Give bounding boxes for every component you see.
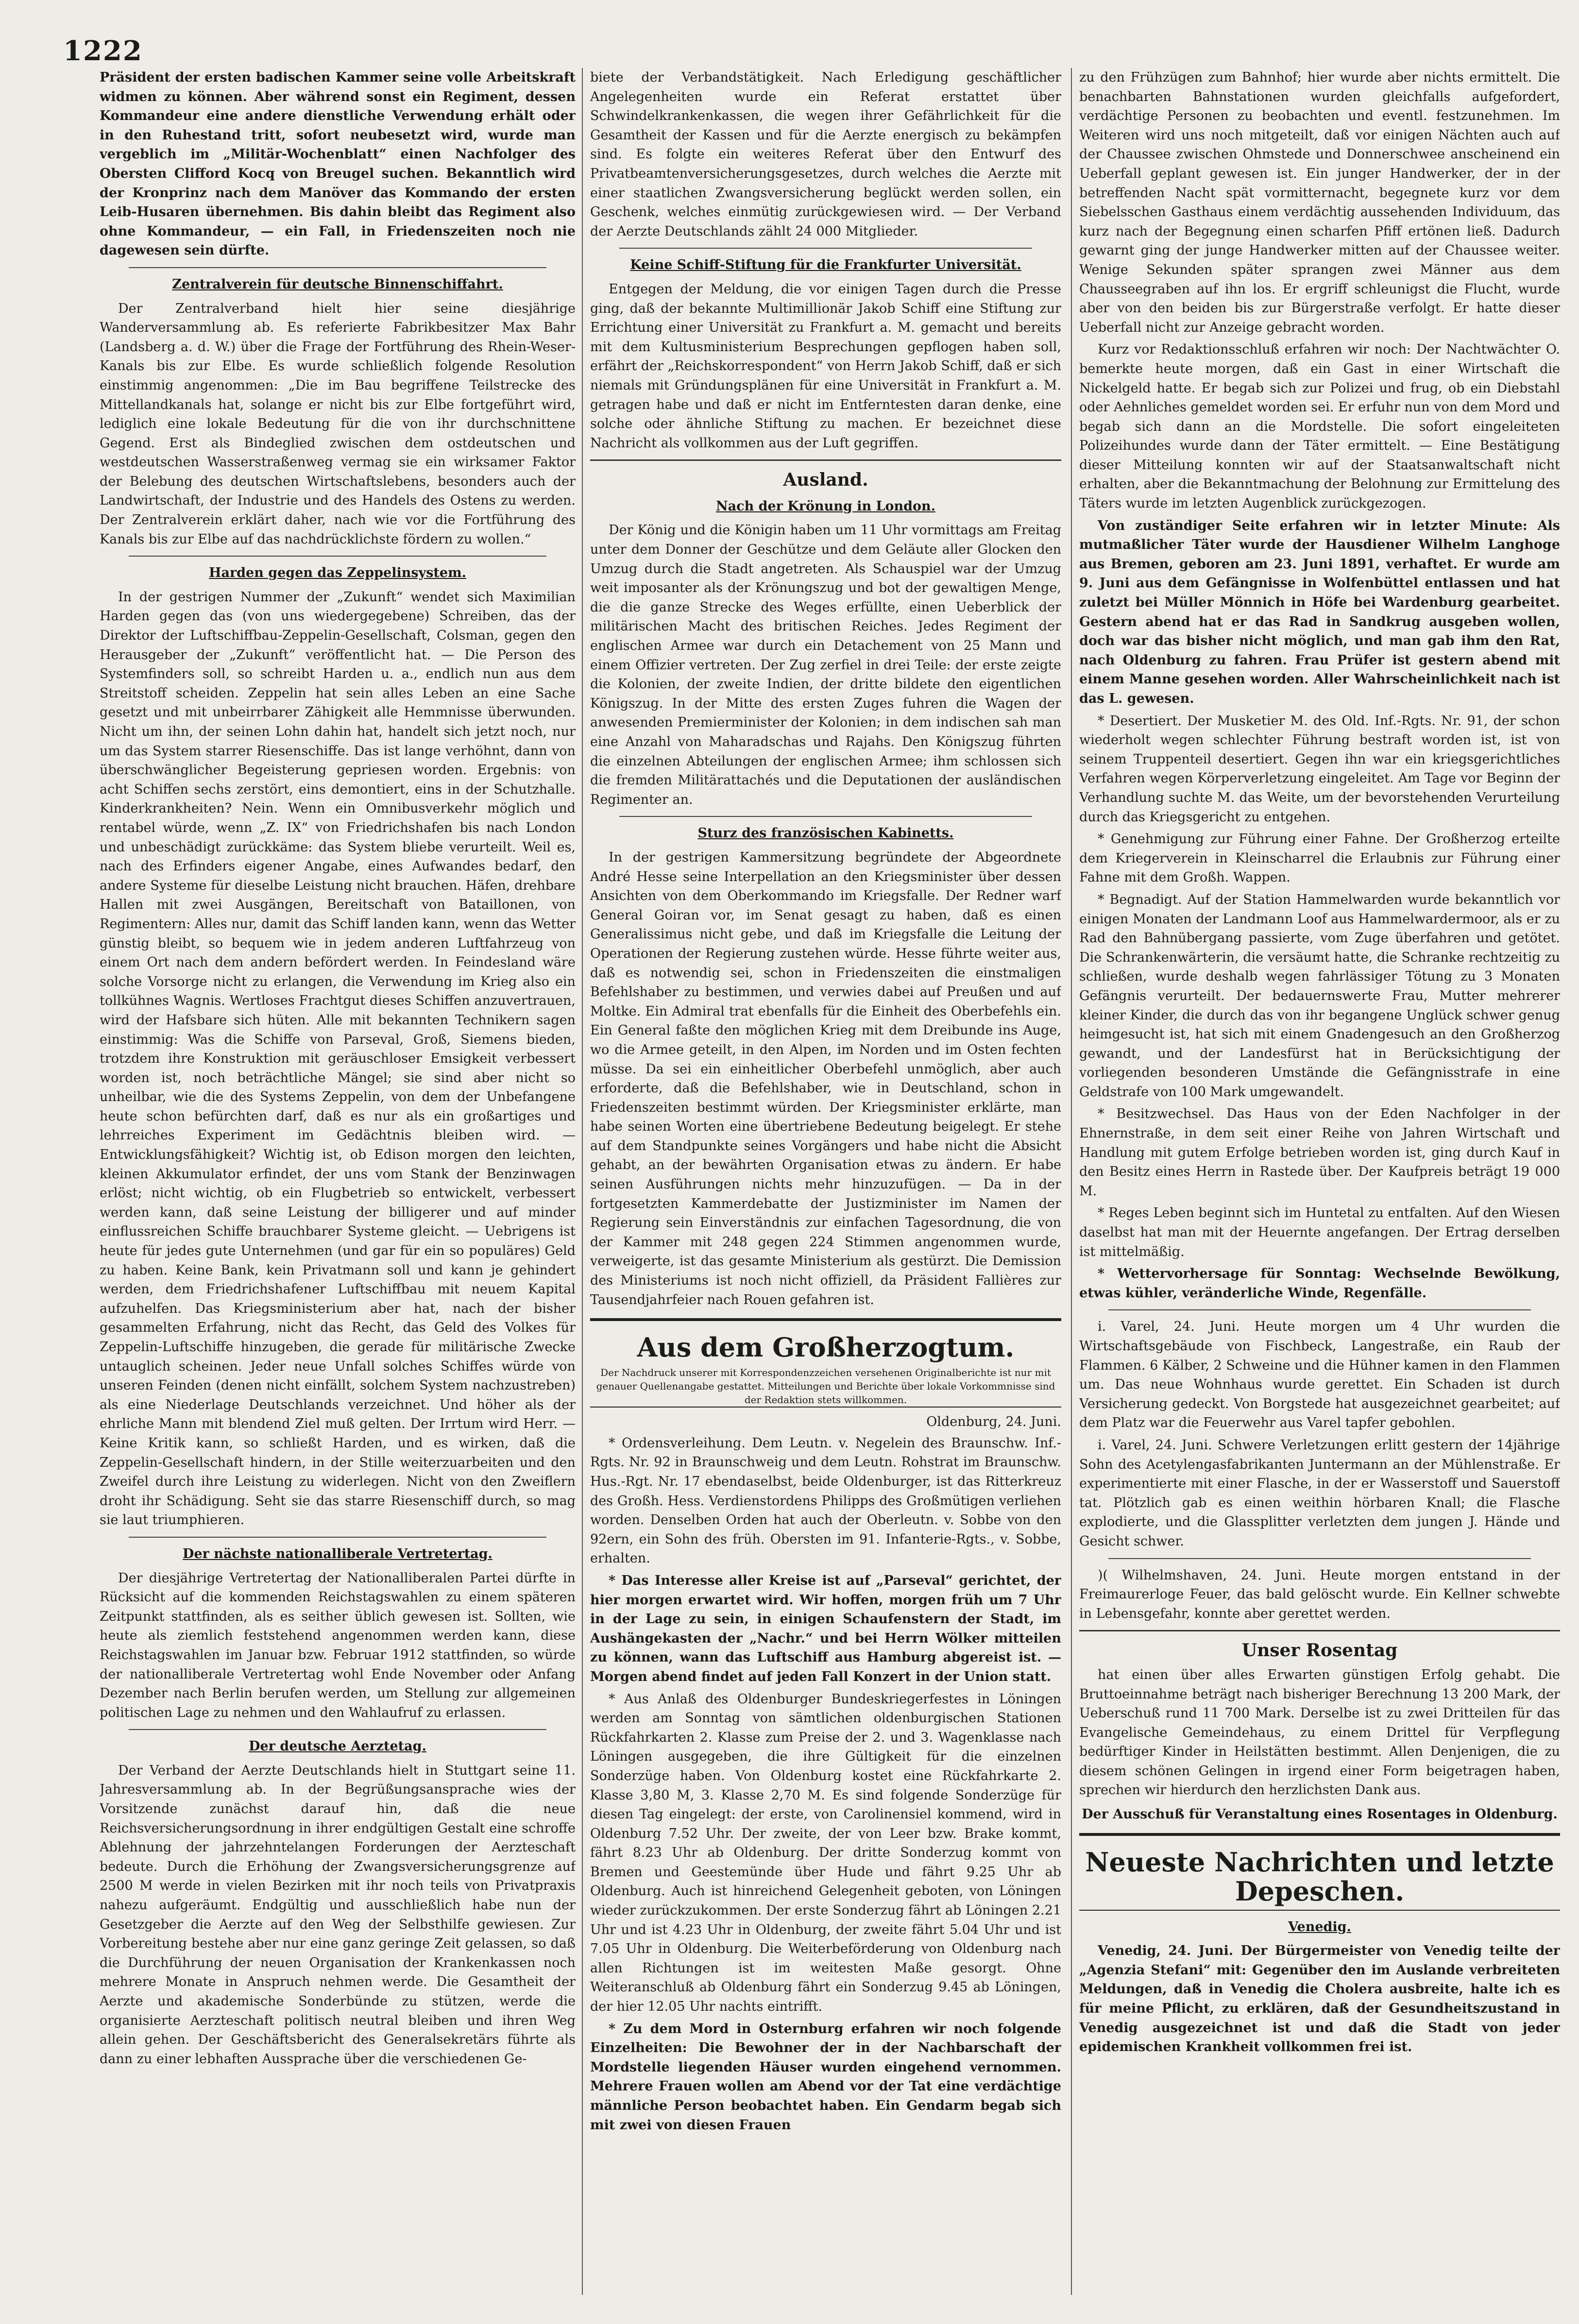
article-text: Präsident der ersten badischen Kammer seine volle Arbeitskraft widmen zu können. Aber während sonst ein Regiment, dessen Kommandeur eine andere dienstliche Verwendung erhält oder in den Ruhestand tritt, sofort neubesetzt wird, wurde man vergeblich im „Militär-Wochenblatt“ einen Nachfolger des Obersten Clifford Kocq von Breugel suchen. Bekanntlich wird der Kronprinz nach dem Manöver das Kommando der ersten Leib-Husaren übernehmen. Bis dahin bleibt das Regiment also ohne Kommandeur, — ein Fall, in Friedenszeiten noch nie dagewesen sein dürfte. <box>100 70 576 258</box>
article-text: In der gestrigen Kammersitzung begründete der Abgeordnete André Hesse seine Interpellation an den Kriegsminister über dessen Ansichten von dem Oberkommando im Kriegsfalle. Der Redner warf General Goiran vor, im Senat gesagt zu haben, daß es einen Generalissimus nicht gebe, und daß im Kriegsfalle die Leitung der Operationen der Regierung zustehen würde. Hesse führte weiter aus, daß es notwendig sei, schon in Friedenszeiten die einstmaligen Befehlshaber zu bestimmen, und verwies dabei auf Preußen und auf Moltke. Ein Admiral trat ebenfalls für die Einheit des Oberbefehls ein. Ein General faßte den möglichen Krieg mit dem Dreibunde ins Auge, wo die Armee geteilt, in den Alpen, im Norden und im Osten fechten müsse. Da sei ein einheitlicher Oberbefehl unmöglich, aber auch erforderte, daß die Befehlshaber, wie in Deutschland, schon in Friedenszeiten bestimmt würden. Der Kriegsminister erklärte, man habe seinen Worten eine übertriebene Bedeutung beigelegt. Er stehe auf dem Standpunkte seines Vorgängers und habe nicht die Absicht gehabt, an der bewährten Organisation etwas zu ändern. Er habe seinen Ausführungen nichts mehr hinzuzufügen. — Da in der fortgesetzten Kammerdebatte der Justizminister im Namen der Regierung sein Einverständnis zur einfachen Tagesordnung, die von der Kammer mit 248 gegen 224 Stimmen angenommen wurde, verweigerte, ist das gesamte Ministerium als gestürzt. Die Demission des Ministeriums ist noch nicht offiziell, da Präsident Fallières zur Tausendjahrfeier nach Rouen gefahren ist. <box>590 849 1061 1307</box>
article-text: * Desertiert. Der Musketier M. des Old. Inf.-Rgts. Nr. 91, der schon wiederholt wegen schlechter Führung bestraft worden ist, ist von seinem Truppenteil desertiert. Gegen ihn war ein kriegsgerichtliches Verfahren wegen Körperverletzung eingeleitet. Am Tage vor Beginn der Verhandlung suchte M. das Weite, um der bevorstehenden Verurteilung durch das Kriegsgericht zu entgehen. <box>1079 713 1560 825</box>
article-text: * Das Interesse aller Kreise ist auf „Parseval“ gerichtet, der hier morgen erwartet wird. Wir hoffen, morgen früh um 7 Uhr in der Lage zu sein, in einigen Schaufenstern der Stadt, im Aushängekasten der „Nachr.“ und bei Herrn Wölker mitteilen zu können, wann das Luftschiff aus Hamburg abgereist ist. — Morgen abend findet auf jeden Fall Konzert in der Union statt. <box>590 1573 1061 1684</box>
column-divider <box>1071 68 1072 2295</box>
article-heading: Der deutsche Aerztetag. <box>249 1739 426 1754</box>
article-text: zu den Frühzügen zum Bahnhof; hier wurde aber nichts ermittelt. Die benachbarten Bahnstationen wurden gleichfalls aufgefordert, verdächtige Personen zu beobachten und eventl. festzunehmen. Im Weiteren wird uns noch mitgeteilt, daß vor einigen Nächten auch auf der Chaussee zwischen Ohmstede und Donnerschwee anscheinend ein Ueberfall geplant gewesen ist. Ein junger Handwerker, der in der betreffenden Nacht spät vormitternacht, begegnete kurz vor dem Siebelsschen Gasthaus einem verdächtig aussehenden Individuum, das kurz nach der Begegnung einen scharfen Pfiff ertönen ließ. Dadurch gewarnt ging der junge Handwerker mitten auf der Chaussee weiter. Wenige Sekunden später sprangen zwei Männer aus dem Chausseegraben auf ihn los. Er ergriff schleunigst die Flucht, wurde aber von den beiden bis zur Bürgerstraße verfolgt. Er hatte dieser Ueberfall nicht zur Anzeige gebracht worden. <box>1079 70 1560 335</box>
dateline: Oldenburg, 24. Juni. <box>926 1414 1061 1430</box>
divider <box>129 1537 546 1538</box>
column-middle <box>590 68 1061 2295</box>
signature-line: Der Ausschuß für Veranstaltung eines Rosentages in Oldenburg. <box>1082 1807 1558 1822</box>
article-text: Der Verband der Aerzte Deutschlands hielt in Stuttgart seine 11. Jahresversammlung ab. In der Begrüßungsansprache wies der Vorsitzende zunächst darauf hin, daß die neue Reichsversicherungsordnung in ihrer endgültigen Gestalt eine schroffe Ablehnung der jahrzehntelangen Forderungen der Aerzteschaft bedeute. Durch die Erhöhung der Zwangsversicherungsgrenze auf 2500 M werde in vielen Bezirken mit ihr noch teils von Privatpraxis nahezu aufgeräumt. Endgültig und ausschließlich habe nun der Gesetzgeber die Aerzte auf den Weg der Selbsthilfe gewiesen. Zur Vorbereitung bestehe aber nur eine ganz geringe Zeit gelassen, so daß die Durchführung der neuen Organisation der Krankenkassen noch mehrere Monate in Anspruch nehmen werde. Die Gesamtheit der Aerzte und akademische Sonderbünde zu stützen, werde die organisierte Aerzteschaft politisch neutral bleiben und ihren Weg allein gehen. Der Geschäftsbericht des Generalsekretärs führte als dann zu einer lebhaften Aussprache über die verschiedenen Ge- <box>100 1763 576 2067</box>
article-heading: Harden gegen das Zeppelinsystem. <box>208 565 467 581</box>
reprint-notice: Der Nachdruck unserer mit Korrespondenzzeichen versehenen Originalberichte ist nur mit genauer Quellenangabe gestattet. Mitteilungen und Berichte über lokale Vorkommnisse sind der Redaktion stets willkommen. <box>596 1367 1055 1406</box>
column-left <box>100 68 576 2295</box>
section-heading: Ausland. <box>783 470 868 491</box>
article-heading: Nach der Krönung in London. <box>715 498 936 514</box>
article-text: * Aus Anlaß des Oldenburger Bundeskriegerfestes in Löningen werden am Sonntag von sämtlichen oldenburgischen Stationen Rückfahrkarten 2. Klasse zum Preise der 2. und 3. Wagenklasse nach Löningen ausgegeben, die ihre Gültigkeit für die einzelnen Sonderzüge haben. Von Oldenburg kostet eine Rückfahrkarte 2. Klasse 3,80 M, 3. Klasse 2,70 M. Es sind folgende Sonderzüge für diesen Tag eingelegt: der erste, von Carolinensiel kommend, wird in Oldenburg 7.52 Uhr. Der zweite, der von Leer bzw. Brake kommt, fährt 8.23 Uhr ab Oldenburg. Der dritte Sonderzug kommt von Bremen und Geestemünde über Hude und fährt 9.25 Uhr ab Oldenburg. Auch ist hinreichend Gelegenheit geboten, von Löningen wieder zurückzukommen. Der erste Sonderzug fährt ab Löningen 2.21 Uhr und ist 4.23 Uhr in Oldenburg, der zweite fährt 5.04 Uhr und ist 7.05 Uhr in Oldenburg. Die Weiterbeförderung von Oldenburg nach allen Richtungen ist im weitesten Maße gesorgt. Ohne Weiteranschluß ab Oldenburg fährt ein Sonderzug 9.45 ab Löningen, der hier 12.05 Uhr nachts eintrifft. <box>590 1691 1061 2015</box>
divider <box>1108 1309 1531 1310</box>
section-heading: Unser Rosentag <box>1241 1640 1398 1661</box>
divider <box>129 556 546 557</box>
article-text: )( Wilhelmshaven, 24. Juni. Heute morgen entstand in der Freimaurerloge Feuer, das bald gelöscht wurde. Ein Kellner schwebte in Lebensgefahr, konnte aber gerettet werden. <box>1079 1567 1560 1621</box>
article-heading: Sturz des französischen Kabinetts. <box>697 826 954 841</box>
article-text: Der König und die Königin haben um 11 Uhr vormittags am Freitag unter dem Donner der Geschütze und dem Geläute aller Glocken den Umzug durch die Stadt angetreten. Als Schauspiel war der Umzug weit imposanter als der Krönungszug und bot der gewaltigen Menge, die die ganze Strecke des Weges erfüllte, einen Ueberblick der militärischen Macht des britischen Reiches. Jedes Regiment der englischen Armee war durch ein Detachement von 25 Mann und einem Offizier vertreten. Der Zug zerfiel in drei Teile: der erste zeigte die Kolonien, der zweite Indien, der dritte bildete den eigentlichen Königszug. In der Mitte des ersten Zuges fuhren die Wagen der anwesenden Premierminister der Kolonien; in dem indischen sah man eine Anzahl von Maharadschas und Rajahs. Den Königszug führten die einzelnen Abteilungen der englischen Armee; ihm schlossen sich die fremden Militärattachés und die Deputationen der ausländischen Regimenter an. <box>590 523 1061 807</box>
divider <box>129 1729 546 1730</box>
article-text: * Genehmigung zur Führung einer Fahne. Der Großherzog erteilte dem Kriegerverein in Kleinscharrel die Erlaubnis zur Führung einer Fahne mit dem Großh. Wappen. <box>1079 831 1560 885</box>
divider <box>590 459 1061 461</box>
article-text: * Ordensverleihung. Dem Leutn. v. Negelein des Braunschw. Inf.-Rgts. Nr. 92 in Braunschweig und dem Leutn. Rohstrat im Braunschw. Hus.-Rgt. Nr. 17 ebendaselbst, beide Oldenburger, ist das Ritterkreuz des Großh. Hess. Verdienstordens Philipps des Großmütigen verliehen worden. Denselben Orden hat auch der Oberleutn. v. Sobbe von den 92ern, ein Sohn des früh. Obersten im 91. Infanterie-Rgts., v. Sobbe, erhalten. <box>590 1435 1061 1566</box>
article-text: * Wettervorhersage für Sonntag: Wechselnde Bewölkung, etwas kühler, veränderliche Winde, Regenfälle. <box>1079 1266 1560 1301</box>
article-text: i. Varel, 24. Juni. Heute morgen um 4 Uhr wurden die Wirtschaftsgebäude von Fischbeck, Langestraße, ein Raub der Flammen. 6 Kälber, 2 Schweine und die Hühner kamen in den Flammen um. Das neue Wohnhaus wurde gerettet. Ein Schaden ist durch Versicherung gedeckt. Von Borgstede hat ausgezeichnet gearbeitet; auf dem Platz war die Feuerwehr aus Varel tapfer gebohlen. <box>1079 1319 1560 1431</box>
article-text: * Reges Leben beginnt sich im Huntetal zu entfalten. Auf den Wiesen daselbst hat man mit der Heuernte angefangen. Der Ertrag derselben ist mittelmäßig. <box>1079 1205 1560 1259</box>
page-number: 1222 <box>63 35 143 67</box>
divider <box>619 816 1032 817</box>
section-title: Aus dem Großherzogtum. <box>637 1332 1015 1363</box>
divider <box>129 267 546 268</box>
article-heading: Keine Schiff-Stiftung für die Frankfurter Universität. <box>630 257 1021 273</box>
article-text: * Besitzwechsel. Das Haus von der Eden Nachfolger in der Ehnernstraße, in dem seit einer Reihe von Jahren Wirtschaft und Handlung mit gutem Erfolge betrieben worden ist, ging durch Kauf in den Besitz eines Herrn in Rastede über. Der Kaufpreis beträgt 19 000 M. <box>1079 1106 1560 1199</box>
article-text: biete der Verbandstätigkeit. Nach Erledigung geschäftlicher Angelegenheiten wurde ein Referat erstattet über Schwindelkrankenkassen, die wegen ihrer Gefährlichkeit für die Gesamtheit der Kassen und für die Aerzte energisch zu bekämpfen sind. Es folgte ein weiteres Referat über den Entwurf des Privatbeamtenversicherungsgesetzes, durch welches die Aerzte mit einer staatlichen Zwangsversicherung beglückt werden sollen, ein Geschenk, welches einmütig zurückgewiesen wird. — Der Verband der Aerzte Deutschlands zählt 24 000 Mitglieder. <box>590 70 1061 239</box>
article-heading: Der nächste nationalliberale Vertretertag. <box>183 1546 492 1561</box>
article-text: Entgegen der Meldung, die vor einigen Tagen durch die Presse ging, daß der bekannte Multimillionär Jakob Schiff eine Stiftung zur Errichtung einer Universität zu Frankfurt a. M. gemacht und bereits mit dem Kultusministerium Besprechungen gepflogen haben soll, erfährt der „Reichskorrespondent“ von Herrn Jakob Schiff, daß er sich niemals mit Gründungsplänen für eine Universität in Frankfurt a. M. getragen habe und daß er nicht im Entferntesten daran denke, eine solche oder ähnliche Stiftung zu machen. Er bezeichnet diese Nachricht als vollkommen aus der Luft gegriffen. <box>590 281 1061 451</box>
column-divider <box>582 68 583 2295</box>
article-heading: Zentralverein für deutsche Binnenschiffahrt. <box>172 276 503 292</box>
article-text: In der gestrigen Nummer der „Zukunft“ wendet sich Maximilian Harden gegen das (von uns wiedergegebene) Schreiben, das der Direktor der Luftschiffbau-Zeppelin-Gesellschaft, Colsman, gegen den Herausgeber der „Zukunft“ veröffentlicht hat. — Die Person des Systemfinders soll, so schreibt Harden u. a., endlich nun aus dem Streitstoff scheiden. Zeppelin hat sein alles Leben an eine Sache gesetzt und mit unbeirrbarer Zähigkeit alle Hemmnisse überwunden. Nicht um ihn, der seinen Lohn dahin hat, handelt sich jetzt noch, nur um das System starrer Riesenschiffe. Das ist lange verhöhnt, dann von überschwänglicher Begeisterung gepriesen worden. Ergebnis: von acht Schiffen sechs zerstört, eins demontiert, eins in der Schutzhalle. Kinderkrankheiten? Nein. Wenn ein Omnibusverkehr möglich und rentabel würde, wenn „Z. IX“ von Friedrichshafen bis nach London und unbeschädigt zurückkäme: das System bliebe verurteilt. Weil es, nach des Erfinders eigener Angabe, eines Aufwandes bedarf, den andere Systeme für dieselbe Leistung nicht brauchen. Häfen, drehbare Hallen mit zwei Ausgängen, Bereitschaft von Bataillonen, von Regimentern: Alles nur, damit das Schiff landen kann, wenn das Wetter günstig bleibt, so bequem wie in jedem anderen Luftfahrzeug von einem Ort nach dem andern befördert werden. In Feindesland wäre solche Vorsorge nicht zu erlangen, die Verwendung im Krieg also ein tollkühnes Wagnis. Wertloses Frachtgut dieses Schiffen anzuvertrauen, wird der Hafsbare sich hüten. Alle mit bekannten Technikern sagen einstimmig: Was die Schiffe von Parseval, Groß, Siemens bieden, trotzdem ihre Konstruktion mit geräuschloser Emsigkeit verbessert worden ist, noch beträchtliche Mängel; sie sind aber nicht so unheilbar, wie die des Systems Zeppelin, von dem der Unbefangene heute schon befürchten darf, daß es nur als ein großartiges und lehrreiches Experiment im Gedächtnis bleiben wird. — Entwicklungsfähigkeit? Wichtig ist, ob Edison morgen den leichten, kleinen Akkumulator erfindet, der uns vom Stank der Benzinwagen erlöst; nicht wichtig, ob ein Flugbetrieb so entwickelt, verbessert werden kann, daß seine Leistung der billigerer und auf minder einflussreichen Schiffe brauchbarer Systeme gleicht. — Uebrigens ist heute für jedes gute Unternehmen (und gar für ein so populäres) Geld zu haben. Keine Bank, kein Privatmann soll und kann je gehindert werden, dem Friedrichshafener Luftschiffbau mit neuem Kapital aufzuhelfen. Das Kriegsministerium aber hat, nach der bisher gesammelten Erfahrung, nicht das Recht, das Geld des Volkes für Zeppelin-Luftschiffe hinzugeben, die gerade für militärische Zwecke untauglich scheinen. Jeder neue Unfall solches Schiffes würde von unseren Feinden (denen nicht einfällt, solchem System nachzustreben) als eine Niederlage Deutschlands verzeichnet. Und höher als der ehrliche Mann mit blendend Ziel muß gelten. Der Irrtum wird Herr. — Keine Kritik kann, so schließt Harden, und es wirken, daß die Zeppelin-Gesellschaft hindern, in der Stille weiterzuarbeiten und den Zweifel durch ihre Leistung zu widerlegen. Nicht von den Zweiflern droht ihr Schädigung. Seht sie das starre Riesenschiff durch, so mag sie laut triumphieren. <box>100 589 576 1528</box>
column-right <box>1079 68 1560 2295</box>
article-text: Venedig, 24. Juni. Der Bürgermeister von Venedig teilte der „Agenzia Stefani“ mit: Gegenüber den im Auslande verbreiteten Meldungen, daß in Venedig die Cholera ausbreite, halte ich es für meine Pflicht, zu erklären, daß der Gesundheitszustand in Venedig ausgezeichnet ist und daß die Stadt von jeder epidemischen Krankheit vollkommen frei ist. <box>1079 1943 1560 2055</box>
article-text: Von zuständiger Seite erfahren wir in letzter Minute: Als mutmaßlicher Täter wurde der Hausdiener Wilhelm Langhoge aus Bremen, geboren am 23. Juni 1891, verhaftet. Er wurde am 9. Juni aus dem Gefängnisse in Wolfenbüttel entlassen und hat zuletzt bei Müller Mönnich in Höfe bei Wardenburg gearbeitet. Gestern abend hat er das Rad in Sandkrug ausgeben wollen, doch war das bisher nicht möglich, und man gab ihm den Rat, nach Oldenburg zu fahren. Frau Prüfer ist gestern abend mit einem Manne gesehen worden. Aller Wahrscheinlichkeit nach ist das L. gewesen. <box>1079 518 1560 706</box>
article-text: Der Zentralverband hielt hier seine diesjährige Wanderversammlung ab. Es referierte Fabrikbesitzer Max Bahr (Landsberg a. d. W.) über die Frage der Fortführung des Rhein-Weser-Kanals bis zur Elbe. Es wurde schließlich folgende Resolution einstimmig angenommen: „Die im Bau begriffene Teilstrecke des Mittellandkanals hat, solange er nicht bis zur Elbe fortgeführt wird, lediglich eine lokale Bedeutung für die von ihr durchschnittene Gegend. Erst als Bindeglied zwischen dem ostdeutschen und westdeutschen Wasserstraßenweg vermag sie ein wirksamer Faktor der Belebung des deutschen Wirtschaftslebens, besonders auch der Landwirtschaft, der Industrie und des Handels des Ostens zu werden. Der Zentralverein erklärt daher, nach wie vor die Fortführung des Kanals bis zur Elbe auf das nachdrücklichste fördern zu wollen.“ <box>100 301 576 547</box>
section-banner <box>1079 1833 1560 1911</box>
article-text: * Zu dem Mord in Osternburg erfahren wir noch folgende Einzelheiten: Die Bewohner der in der Nachbarschaft der Mordstelle liegenden Häuser wurden eingehend vernommen. Mehrere Frauen wollen am Abend vor der Tat eine verdächtige männliche Person beobachtet haben. Ein Gendarm begab sich mit zwei von diesen Frauen <box>590 2021 1061 2133</box>
article-text: i. Varel, 24. Juni. Schwere Verletzungen erlitt gestern der 14jährige Sohn des Acetylengasfabrikanten Juntermann an der Mühlenstraße. Er experimentierte mit einer Flasche, in der er Wasserstoff und Sauerstoff tat. Plötzlich gab es einen weithin hörbaren Knall; die Flasche explodierte, und die Glassplitter verletzten dem jungen J. Hände und Gesicht schwer. <box>1079 1437 1560 1549</box>
article-heading: Venedig. <box>1288 1919 1351 1934</box>
divider <box>1079 1630 1560 1631</box>
article-text: hat einen über alles Erwarten günstigen Erfolg gehabt. Die Bruttoeinnahme beträgt nach bisheriger Berechnung 13 200 Mark, der Ueberschuß rund 11 700 Mark. Derselbe ist zu zwei Dritteilen für das Evangelische Gemeindehaus, zu einem Drittel für Verpflegung bedürftiger Kinder in Heilstätten bestimmt. Allen Denjenigen, die zu diesem schönen Gelingen in irgend einer Form beigetragen haben, sprechen wir hierdurch den herzlichsten Dank aus. <box>1079 1667 1560 1798</box>
article-text: Kurz vor Redaktionsschluß erfahren wir noch: Der Nachtwächter O. bemerkte heute morgen, daß ein Gast in einer Wirtschaft die Nickelgeld hatte. Er begab sich zur Polizei und frug, ob ein Diebstahl oder Aehnliches gemeldet worden sei. Er erfuhr nun von dem Mord und begab sich dann an die Mordstelle. Die sofort eingeleiteten Polizeihundes wurde dann der Täter ermittelt. — Eine Bestätigung dieser Mitteilung konnten wir auf der Staatsanwaltschaft nicht erhalten, aber die Bekanntmachung der Belohnung zur Ermittelung des Täters wurde im letzten Augenblick zurückgezogen. <box>1079 342 1560 511</box>
section-banner <box>590 1318 1061 1408</box>
divider <box>619 248 1032 249</box>
article-text: * Begnadigt. Auf der Station Hammelwarden wurde bekanntlich vor einigen Monaten der Landmann Loof aus Hammelwardermoor, als er zu Rad den Bahnübergang passierte, vom Zuge überfahren und getötet. Die Schrankenwärterin, die versäumt hatte, die Schranke rechtzeitig zu schließen, wurde deshalb wegen fahrlässiger Tötung zu 3 Monaten Gefängnis verurteilt. Der bedauernswerte Frau, Mutter mehrerer kleiner Kinder, die durch das von ihr begangene Unglück schwer genug heimgesucht ist, hat sich mit einem Gnadengesuch an den Großherzog gewandt, und der Landesfürst hat in Berücksichtigung der vorliegenden besonderen Umstände die Gefängnisstrafe in eine Geldstrafe von 100 Mark umgewandelt. <box>1079 892 1560 1100</box>
section-title: Neueste Nachrichten und letzte Depeschen. <box>1085 1846 1554 1907</box>
divider <box>1108 1558 1531 1559</box>
article-text: Der diesjährige Vertretertag der Nationalliberalen Partei dürfte in Rücksicht auf die kommenden Reichstagswahlen zu einem späteren Zeitpunkt stattfinden, als es seither üblich gewesen ist. Sollten, wie heute als ziemlich feststehend angenommen werden kann, diese Reichstagswahlen im Januar bzw. Februar 1912 stattfinden, so würde der nationalliberale Vertretertag wohl Ende November oder Anfang Dezember nach Berlin berufen werden, um Stellung zur allgemeinen politischen Lage zu nehmen und den Wahlaufruf zu erlassen. <box>100 1570 576 1720</box>
